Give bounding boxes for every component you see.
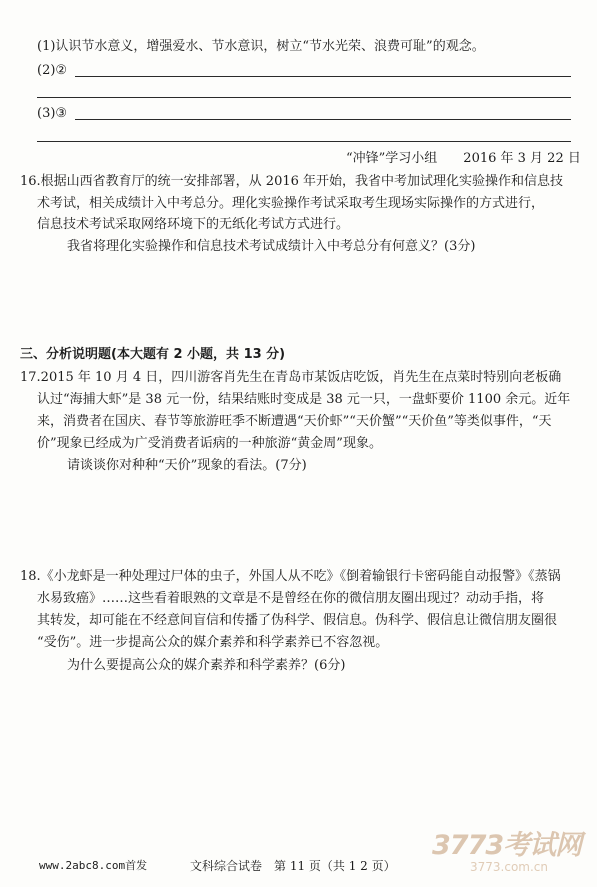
q15-item-3-answer-line — [75, 119, 571, 120]
q17-text-line: 认过“海捕大虾”是 38 元一份，结果结账时变成是 38 元一只，一盘虾要价 1100 余元。近年 — [37, 392, 571, 407]
q15-item-2-label: (2)② — [37, 63, 68, 78]
watermark-url: 3773.com.cn — [470, 860, 548, 874]
q15-item-1: (1)认识节水意义，增强爱水、节水意识，树立“节水光荣、浪费可耻”的观念。 — [37, 39, 485, 54]
q18-question: 为什么要提高公众的媒介素养和科学素养？(6分) — [67, 658, 346, 673]
q15-item-3-answer-line-2 — [37, 141, 571, 142]
q15-signature: “冲锋”学习小组 2016 年 3 月 22 日 — [346, 151, 581, 166]
q16-text-line: 16.根据山西省教育厅的统一安排部署，从 2016 年开始，我省中考加试理化实验操作和信息技 — [20, 174, 564, 189]
q18-text-line: 其转发，却可能在不经意间盲信和传播了伪科学、假信息。伪科学、假信息让微信朋友圈很 — [37, 613, 558, 628]
footer-page-number: 文科综合试卷 第 11 页（共 1 2 页） — [190, 859, 396, 873]
q17-text-line: 17.2015 年 10 月 4 日，四川游客肖先生在青岛市某饭店吃饭，肖先生在点菜时特别向老板确 — [20, 370, 562, 385]
q18-text-line: 水易致癌》……这些看着眼熟的文章是不是曾经在你的微信朋友圈出现过？动动手指，将 — [37, 591, 545, 606]
q15-item-2-answer-line — [75, 76, 571, 77]
q16-text-line: 术考试，相关成绩计入中考总分。理化实验操作考试采取考生现场实际操作的方式进行， — [37, 196, 545, 211]
footer-site-link[interactable]: www.2abc8.com首发 — [39, 859, 148, 872]
section-3-heading: 三、分析说明题(本大题有 2 小题，共 13 分) — [20, 347, 286, 362]
q17-question: 请谈谈你对种种“天价”现象的看法。(7分) — [67, 458, 307, 473]
q16-text-line: 信息技术考试采取网络环境下的无纸化考试方式进行。 — [37, 217, 350, 232]
q18-text-line: 18.《小龙虾是一种处理过尸体的虫子，外国人从不吃》《倒着输银行卡密码能自动报警》《蒸锅 — [20, 569, 561, 584]
q15-item-2-answer-line-2 — [37, 97, 571, 98]
q17-text-line: 来，消费者在国庆、春节等旅游旺季不断遭遇“天价虾”“天价蟹”“天价鱼”等类似事件，“天 — [37, 414, 552, 429]
watermark-brand: 3773考试网 — [432, 830, 582, 861]
q16-question: 我省将理化实验操作和信息技术考试成绩计入中考总分有何意义？(3分) — [67, 239, 476, 254]
q15-item-3-label: (3)③ — [37, 106, 68, 121]
q18-text-line: “受伤”。进一步提高公众的媒介素养和科学素养已不容忽视。 — [37, 635, 389, 650]
q17-text-line: 价”现象已经成为广受消费者诟病的一种旅游“黄金周”现象。 — [37, 436, 382, 451]
